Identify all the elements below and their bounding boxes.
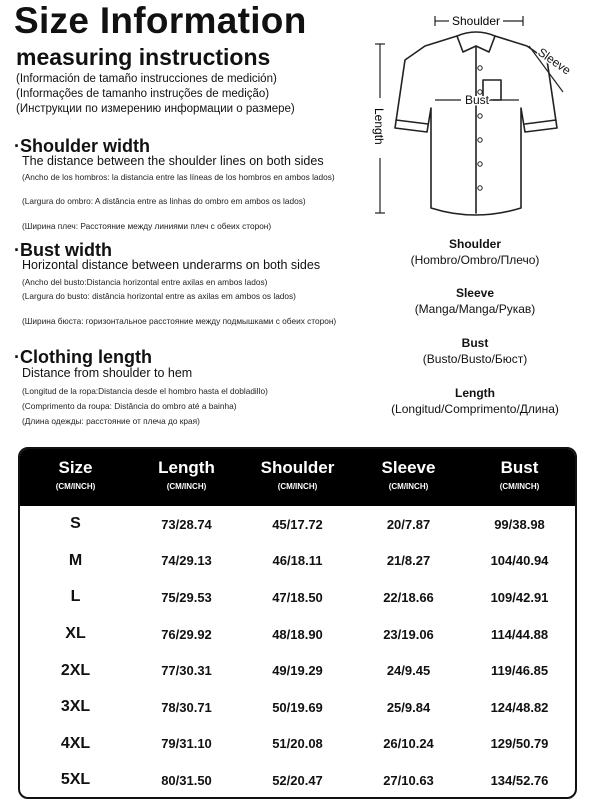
cell-shoulder: 49/19.29 [272, 663, 323, 679]
cell-sleeve: 25/9.84 [386, 699, 431, 715]
label-shoulder-key: Shoulder [448, 237, 501, 251]
cell-sleeve: 27/10.63 [383, 772, 434, 788]
cell-size: S [70, 515, 81, 533]
column-name: Size [58, 458, 93, 477]
label-bust [365, 336, 585, 366]
cell-bust: 114/44.88 [490, 626, 549, 642]
cell-sleeve: 26/10.24 [383, 736, 434, 752]
cell-size: 3XL [60, 698, 91, 716]
column-header-shoulder [242, 449, 353, 506]
cell-sleeve: 21/8.27 [386, 553, 431, 569]
clothing-length-heading: ·Clothing length [14, 347, 152, 367]
subtitle-translation-ru: (Инструкции по измерению информации о размере) [16, 103, 295, 115]
shoulder-dim-label: Shoulder [451, 14, 501, 28]
column-header-size [20, 449, 131, 506]
column-header-length [131, 449, 242, 506]
table-row [20, 652, 575, 689]
label-sleeve [365, 286, 585, 316]
column-unit: (CM/INCH) [277, 482, 318, 491]
cell-length: 76/29.92 [161, 626, 212, 642]
cell-sleeve: 23/19.06 [383, 626, 434, 642]
column-name: Bust [500, 458, 539, 477]
cell-size: M [68, 551, 83, 569]
cell-bust: 134/52.76 [490, 772, 549, 788]
column-header-bust [464, 449, 575, 506]
cell-length: 78/30.71 [161, 699, 212, 715]
size-table-header [20, 449, 575, 506]
label-shoulder [365, 237, 585, 267]
cell-shoulder: 50/19.69 [272, 699, 323, 715]
cell-shoulder: 46/18.11 [272, 553, 323, 569]
bust-width-heading: ·Bust width [14, 240, 112, 260]
table-row [20, 616, 575, 653]
cell-shoulder: 51/20.08 [272, 736, 323, 752]
cell-bust: 109/42.91 [490, 589, 549, 605]
cell-sleeve: 22/18.66 [383, 589, 434, 605]
cell-length: 79/31.10 [161, 736, 212, 752]
shoulder-width-note-pt: (Largura do ombro: A distância entre as linhas do ombro em ambos os lados) [22, 196, 306, 206]
label-sleeve-value: (Manga/Manga/Рукав) [414, 302, 536, 316]
cell-size: 2XL [60, 661, 91, 679]
column-unit: (CM/INCH) [499, 482, 540, 491]
column-unit: (CM/INCH) [166, 482, 207, 491]
size-table [18, 447, 577, 799]
column-name: Sleeve [381, 458, 436, 477]
shoulder-width-note-ru: (Ширина плеч: Расстояние между линиями плеч с обеих сторон) [22, 221, 272, 231]
clothing-length-note-pt: (Comprimento da roupa: Distância do ombro até a bainha) [22, 401, 237, 411]
cell-size: 4XL [60, 734, 91, 752]
label-bust-value: (Busto/Busto/Бюст) [422, 352, 528, 366]
table-row [20, 689, 575, 726]
bust-width-note-pt: (Largura do busto: distância horizontal entre as axilas em ambos os lados) [22, 291, 296, 301]
table-row [20, 579, 575, 616]
cell-length: 77/30.31 [161, 663, 212, 679]
cell-bust: 99/38.98 [494, 516, 545, 532]
label-shoulder-value: (Hombro/Ombro/Плечо) [410, 253, 540, 267]
cell-size: L [70, 588, 81, 606]
bust-width-desc: Horizontal distance between underarms on both sides [22, 258, 321, 272]
cell-size: 5XL [60, 771, 91, 789]
bust-dim-label: Bust [464, 93, 490, 107]
column-unit: (CM/INCH) [55, 482, 96, 491]
cell-shoulder: 47/18.50 [272, 589, 323, 605]
label-sleeve-key: Sleeve [455, 286, 495, 300]
cell-shoulder: 48/18.90 [272, 626, 323, 642]
cell-bust: 104/40.94 [490, 553, 549, 569]
shoulder-width-note-es: (Ancho de los hombros: la distancia entre las líneas de los hombros en ambos lados) [22, 172, 335, 182]
column-name: Length [158, 458, 215, 477]
clothing-length-note-es: (Longitud de la ropa:Distancia desde el hombro hasta el dobladillo) [22, 386, 268, 396]
label-length-value: (Longitud/Comprimento/Длина) [391, 402, 559, 416]
page-title: Size Information [14, 0, 307, 41]
cell-length: 75/29.53 [161, 589, 212, 605]
cell-sleeve: 20/7.87 [386, 516, 431, 532]
cell-shoulder: 52/20.47 [272, 772, 323, 788]
page-subtitle: measuring instructions [16, 44, 271, 70]
bust-width-note-es: (Ancho del busto:Distancia horizontal entre axilas en ambos lados) [22, 277, 268, 287]
table-row [20, 762, 575, 799]
shoulder-width-heading: ·Shoulder width [14, 136, 150, 156]
length-dim-label: Length [372, 108, 386, 145]
bust-width-note-ru: (Ширина бюста: горизонтальное расстояние между подмышками с обеих сторон) [22, 316, 337, 326]
label-length [365, 386, 585, 416]
table-row [20, 543, 575, 580]
label-length-key: Length [455, 386, 495, 400]
subtitle-translation-es: (Información de tamaño instrucciones de medición) [16, 73, 277, 85]
table-row [20, 506, 575, 543]
cell-bust: 129/50.79 [490, 736, 549, 752]
subtitle-translation-pt: (Informações de tamanho instruções de medição) [16, 88, 270, 100]
shirt-icon [365, 8, 590, 238]
cell-bust: 119/46.85 [490, 663, 549, 679]
cell-size: XL [65, 625, 86, 643]
clothing-length-note-ru: (Длина одежды: расстояние от плеча до края) [22, 416, 200, 426]
cell-length: 80/31.50 [161, 772, 212, 788]
column-header-sleeve [353, 449, 464, 506]
cell-bust: 124/48.82 [490, 699, 549, 715]
shoulder-width-desc: The distance between the shoulder lines on both sides [22, 154, 324, 168]
column-unit: (CM/INCH) [388, 482, 429, 491]
cell-sleeve: 24/9.45 [386, 663, 431, 679]
label-bust-key: Bust [461, 336, 489, 350]
shirt-diagram [365, 8, 590, 238]
cell-length: 74/29.13 [161, 553, 212, 569]
column-name: Shoulder [260, 458, 335, 477]
table-row [20, 726, 575, 763]
clothing-length-desc: Distance from shoulder to hem [22, 366, 193, 380]
cell-length: 73/28.74 [161, 516, 212, 532]
sleeve-dim-label: Sleeve [535, 44, 574, 78]
cell-shoulder: 45/17.72 [272, 516, 323, 532]
